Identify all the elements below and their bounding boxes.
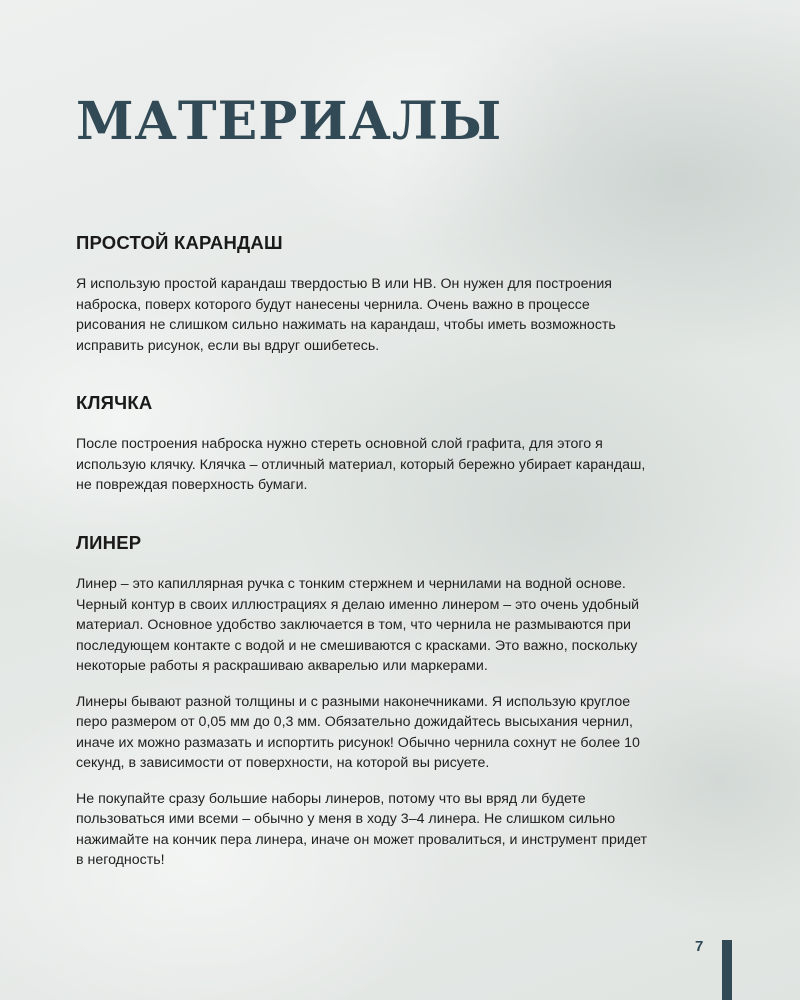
section-heading: ПРОСТОЙ КАРАНДАШ — [76, 232, 283, 253]
page-edge-bar — [722, 940, 732, 1000]
page-number: 7 — [695, 938, 704, 955]
paragraph: После построения наброска нужно стереть основной слой графита, для этого я использую клячку. Клячка – отличный материал, который бережно убирает карандаш, не повреждая поверхность бумаги. — [76, 436, 646, 494]
section-liner — [76, 532, 656, 871]
section-pencil — [76, 232, 656, 356]
section-heading: КЛЯЧКА — [76, 392, 153, 414]
page-content — [76, 232, 656, 886]
paragraph: Не покупайте сразу большие наборы линеров, потому что вы вряд ли будете пользоваться ими всеми – обычно у меня в ходу 3–4 линера. Не слишком сильно нажимайте на кончик пера линера, иначе он может провалиться, и инструмент придет в негодность! — [76, 790, 648, 869]
paragraph: Линеры бывают разной толщины и с разными наконечниками. Я использую круглое перо размером от 0,05 мм до 0,3 мм. Обязательно дожидайтесь высыхания чернил, иначе их можно размазать и испортить рисунок! Обычно чернила сохнут не более 10 секунд, в зависимости от поверхности, на которой вы рисуете. — [76, 693, 640, 772]
paragraph: Линер – это капиллярная ручка с тонким стержнем и чернилами на водной основе. Черный контур в своих иллюстрациях я делаю именно линером – это очень удобный материал. Основное удобство заключается в том, что чернила не размываются при последующем контакте с водой и не смешиваются с красками. Это важно, поскольку некоторые работы я раскрашиваю акварелью или маркерами. — [76, 576, 640, 675]
section-heading: ЛИНЕР — [76, 531, 142, 553]
section-eraser — [76, 392, 656, 496]
paragraph: Я использую простой карандаш твердостью В или НВ. Он нужен для построения наброска, поверх которого будут нанесены чернила. Очень важно в процессе рисования не слишком сильно нажимать на карандаш, чтобы иметь возможность исправить рисунок, если вы вдруг ошибетесь. — [76, 276, 616, 354]
page-title: МАТЕРИАЛЫ — [76, 91, 503, 152]
